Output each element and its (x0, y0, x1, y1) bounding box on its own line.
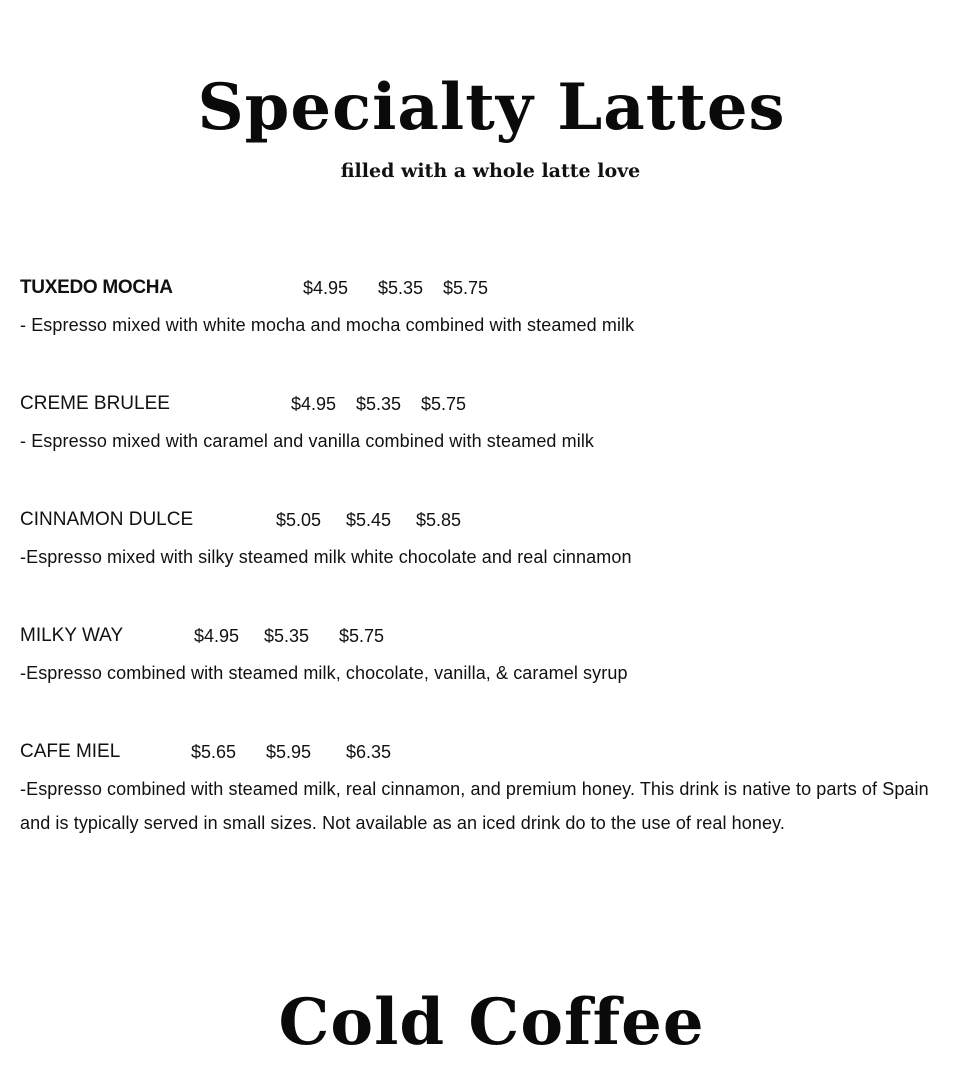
item-description: -Espresso combined with steamed milk, real cinnamon, and premium honey. This drink is native to parts of Spain and is typically served in small sizes. Not available as an iced drink do to the use of real honey. (20, 779, 929, 833)
item-description: - Espresso mixed with caramel and vanilla combined with steamed milk (20, 431, 595, 451)
item-description: -Espresso mixed with silky steamed milk white chocolate and real cinnamon (20, 547, 632, 567)
item-header (20, 623, 950, 649)
price-large: $5.75 (421, 394, 467, 414)
price-small: $5.65 (191, 742, 237, 762)
section-title-cold-coffee: Cold Coffee (278, 985, 705, 1060)
item-description: - Espresso mixed with white mocha and mocha combined with steamed milk (20, 315, 635, 335)
item-name: CAFE MIEL (20, 741, 121, 762)
menu-item-milky-way (20, 623, 950, 690)
item-name: TUXEDO MOCHA (20, 277, 173, 298)
menu-item-cinnamon-dulce (20, 507, 950, 574)
item-header (20, 391, 950, 417)
price-small: $4.95 (303, 278, 349, 298)
price-large: $5.85 (416, 510, 462, 530)
item-header (20, 275, 950, 301)
price-large: $5.75 (443, 278, 489, 298)
price-large: $5.75 (339, 626, 385, 646)
item-name: CREME BRULEE (20, 393, 170, 414)
price-small: $5.05 (276, 510, 322, 530)
menu-item-creme-brulee (20, 391, 950, 458)
price-medium: $5.35 (378, 278, 424, 298)
item-description: -Espresso combined with steamed milk, chocolate, vanilla, & caramel syrup (20, 663, 628, 683)
item-name: CINNAMON DULCE (20, 509, 194, 530)
price-medium: $5.95 (266, 742, 312, 762)
menu-item-tuxedo-mocha (20, 275, 950, 342)
price-large: $6.35 (346, 742, 392, 762)
section-title-specialty-lattes: Specialty Lattes (197, 70, 786, 145)
price-medium: $5.35 (264, 626, 310, 646)
section-subtitle: filled with a whole latte love (340, 160, 641, 182)
price-medium: $5.35 (356, 394, 402, 414)
item-header (20, 739, 950, 765)
price-small: $4.95 (194, 626, 240, 646)
item-name: MILKY WAY (20, 625, 124, 646)
price-small: $4.95 (291, 394, 337, 414)
item-header (20, 507, 950, 533)
menu-item-cafe-miel (20, 739, 950, 840)
price-medium: $5.45 (346, 510, 392, 530)
